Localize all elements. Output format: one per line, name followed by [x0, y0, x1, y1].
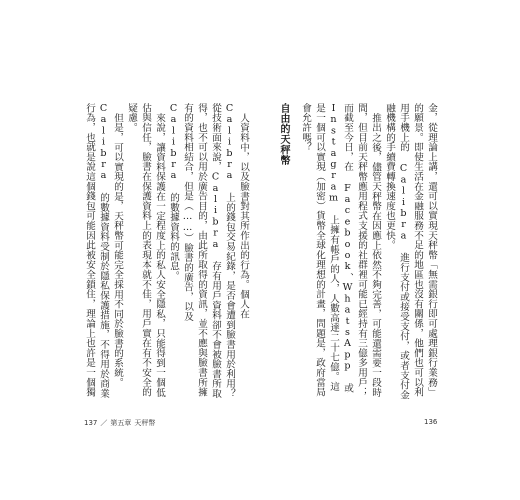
section-heading: 自由的天秤幣: [278, 103, 289, 166]
left-paragraph: 人資料中，以及臉書對其所作出的行為。個人在 Calibra 上的錢包交易紀錄，是否會遭到臉書用於利用？從技術面來說，Calibra 存有用戶資料卻不會被臉書所取得，也不可以用於廣告目的，由此所取得的資訊，並不應與臉書所擁有的資料相結合，但是（……）臉書的廣告，以及 Calibra 的數據資料的訊息。: [168, 103, 249, 399]
left-page-footer: [84, 418, 158, 428]
right-paragraph: 金，從理論上講，還可以實現天秤幣「無需銀行即可處理銀行業務」的願景。即使生活在金融服務不足的地區也沒有關係，他們也可以利用手機上的 Calibra 進行支付或接受支付，或者支付金融機構的手續費轉換速度也更快。: [384, 103, 437, 400]
left-paragraph: 但是，可以實現的是，天秤幣可能完全採用不同於臉書的系統。Calibra 的數據資料受制於隱私保護措施，不得用於商業行為，也就是說這個錢包可能因此被安全鎖住，理論上也許是一個獨: [84, 103, 123, 399]
left-page-number: 137: [84, 419, 98, 427]
footer-title: 天秤幣: [134, 419, 156, 427]
left-paragraph: 來說，讓資料保護在一定程度上的私人安全隱私，只能得到一個低估與信任，臉書在保護資料上的表現本就不佳，用戶實在有不安全的疑慮。: [126, 103, 165, 397]
right-page-number: 136: [424, 418, 438, 426]
right-paragraph: 推出之後，儘管天秤幣在因應上依然不夠完善，可能還需要一段時間，但目前天秤幣應用程式支援的社群裡可能已經持有三億多用戶；而截至今日，在 Facebook、WhatsApp 或 Instagram 上擁有帳戶的人，人數高達二十七億。這是一個可以實現（加密）貨幣全球化理想的計畫，問題是，政府當局會允許嗎？: [300, 103, 381, 397]
footer-chapter: 第五章: [110, 419, 132, 427]
left-page-text: [84, 103, 250, 401]
footer-separator: ／: [100, 419, 108, 427]
right-page-text: [270, 103, 438, 401]
